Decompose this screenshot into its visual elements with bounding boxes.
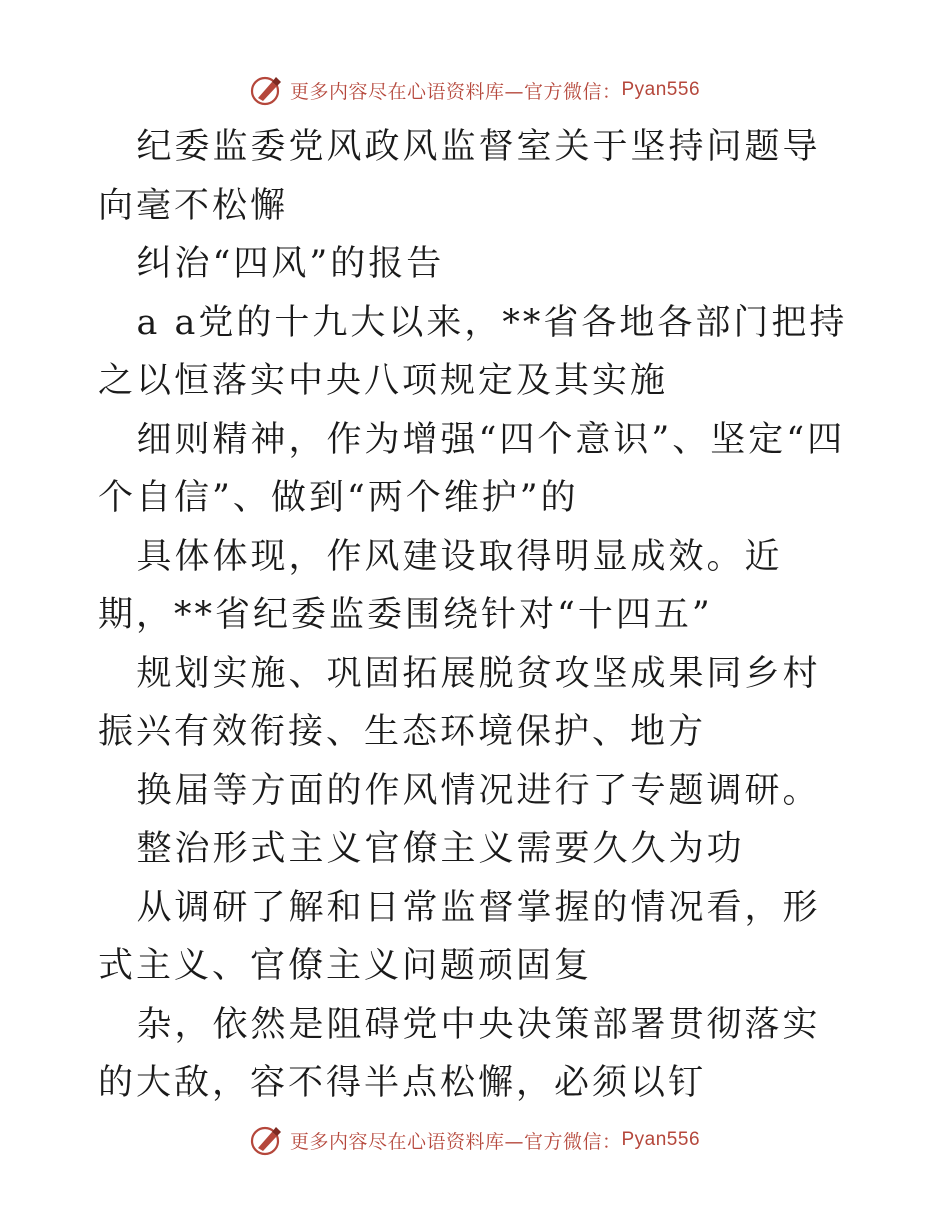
paragraph: 规划实施、巩固拓展脱贫攻坚成果同乡村振兴有效衔接、生态环境保护、地方 — [98, 653, 821, 752]
banner-text: 更多内容尽在心语资料库—官方微信： — [289, 80, 622, 103]
banner-text: 更多内容尽在心语资料库—官方微信： — [289, 1130, 622, 1153]
paragraph: a a党的十九大以来，**省各地各部门把持之以恒落实中央八项规定及其实施 — [98, 302, 848, 401]
pen-logo-icon — [250, 1124, 284, 1156]
document-body — [98, 118, 858, 1113]
banner-wechat-id: Pyan556 — [621, 1129, 701, 1150]
paragraph: 换届等方面的作风情况进行了专题调研。 — [136, 770, 821, 811]
paragraph: 具体体现，作风建设取得明显成效。近期，**省纪委监委围绕针对“十四五” — [98, 536, 783, 635]
section-heading: 整治形式主义官僚主义需要久久为功 — [136, 829, 745, 869]
doc-title-line-2: 纠治“四风”的报告 — [136, 244, 445, 284]
paragraph: 细则精神，作为增强“四个意识”、坚定“四个自信”、做到“两个维护”的 — [98, 419, 846, 518]
header-banner — [0, 74, 950, 106]
footer-banner — [0, 1124, 950, 1156]
doc-title-line-1: 纪委监委党风政风监督室关于坚持问题导向毫不松懈 — [98, 127, 821, 226]
pen-logo-icon — [250, 74, 284, 106]
paragraph: 从调研了解和日常监督掌握的情况看，形式主义、官僚主义问题顽固复 — [98, 887, 821, 986]
banner-wechat-id: Pyan556 — [621, 79, 701, 100]
paragraph: 杂，依然是阻碍党中央决策部署贯彻落实的大敌，容不得半点松懈，必须以钉 — [98, 1004, 821, 1103]
